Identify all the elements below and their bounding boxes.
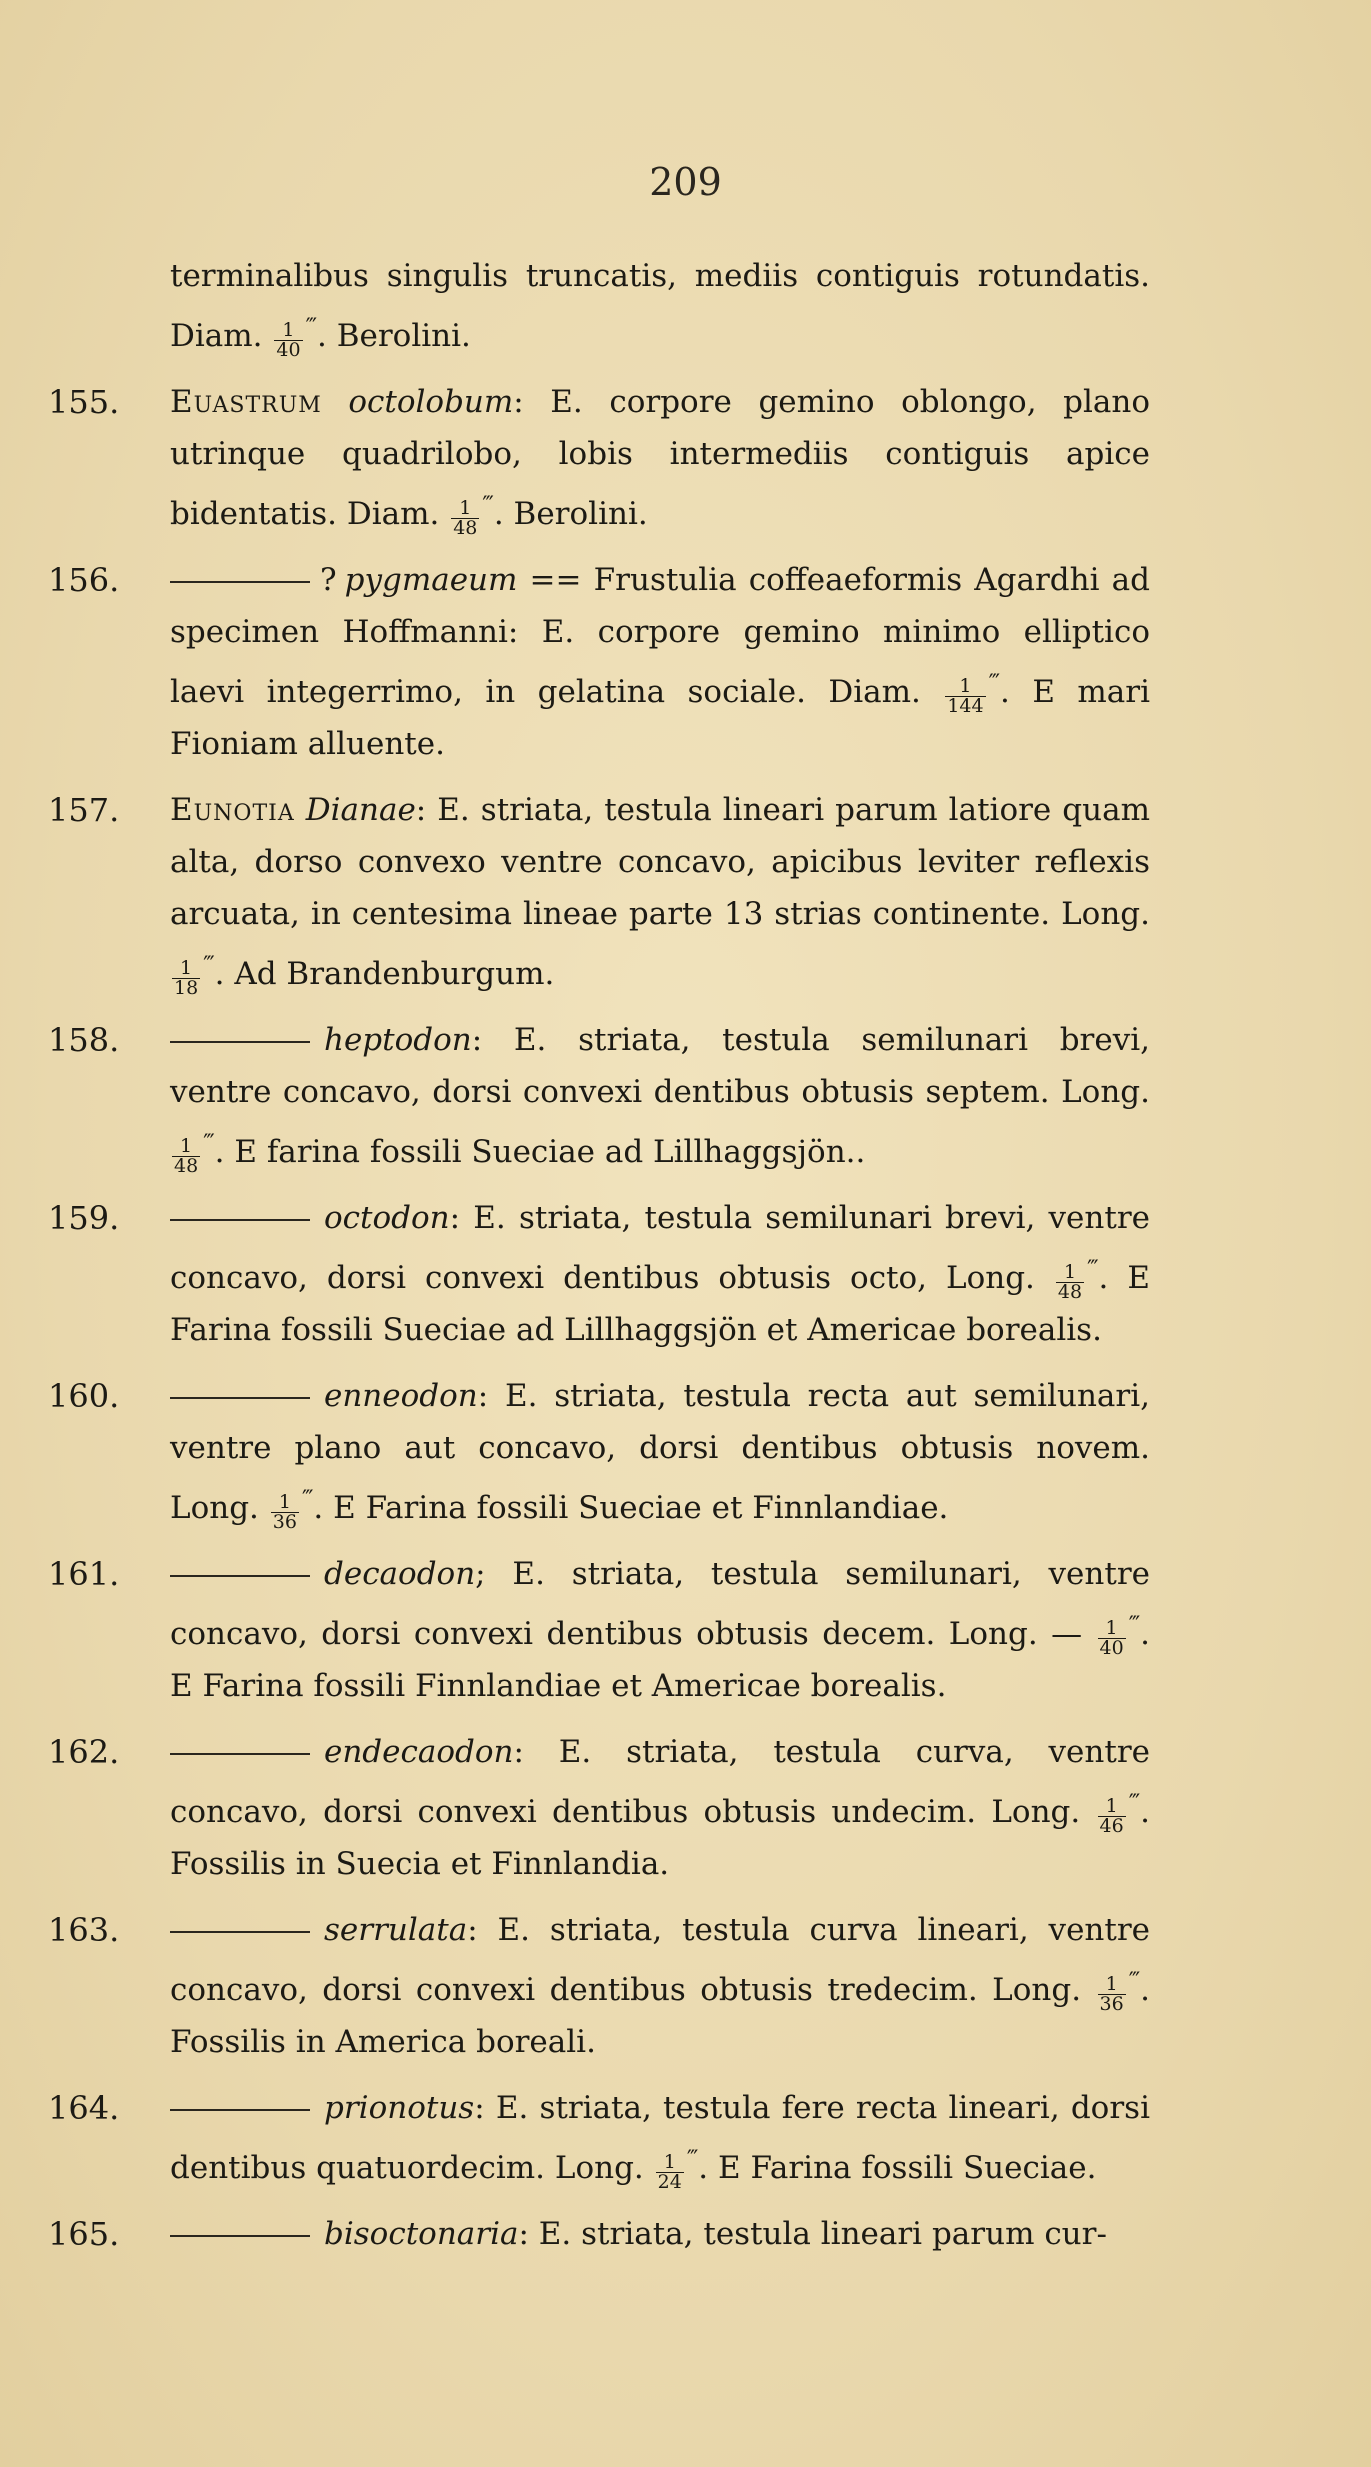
fraction-denominator: 40 bbox=[1099, 1637, 1124, 1659]
line-mark: ‴ bbox=[686, 2147, 699, 2172]
separator: : bbox=[513, 1734, 524, 1770]
catalog-entry bbox=[0, 2194, 1371, 2260]
fraction bbox=[1098, 1797, 1126, 1836]
entry-body bbox=[170, 1192, 1150, 1356]
locality-text: . Fossilis in America boreali. bbox=[170, 1972, 1151, 2060]
description-text: E. striata, testula semilunari brevi, ventre concavo, dorsi convexi dentibus obtusis septem. Long. bbox=[170, 1022, 1150, 1110]
locality-text: . Berolini. bbox=[493, 496, 648, 532]
fraction-numerator: 1 bbox=[1098, 1797, 1126, 1817]
entry-number: 159. bbox=[48, 1199, 120, 1237]
fraction-denominator: 144 bbox=[947, 695, 984, 717]
fraction-denominator: 36 bbox=[1099, 1993, 1124, 2015]
description-text: E. striata, testula recta aut semilunari, ventre plano aut concavo, dorsi dentibus obtusis novem. Long. bbox=[170, 1378, 1150, 1526]
entry-body bbox=[170, 1904, 1150, 2068]
entry-body bbox=[170, 784, 1150, 1000]
fraction-numerator: 1 bbox=[945, 677, 985, 697]
catalog-entry bbox=[0, 362, 1371, 540]
description-text: E. striata, testula fere recta lineari, dorsi dentibus quatuordecim. Long. bbox=[170, 2090, 1150, 2186]
entry-body bbox=[170, 1726, 1150, 1890]
separator: : bbox=[513, 384, 524, 420]
fraction-numerator: 1 bbox=[274, 321, 302, 341]
species-name: octodon bbox=[324, 1200, 450, 1236]
entry-number: 158. bbox=[48, 1021, 120, 1059]
fraction-denominator: 48 bbox=[174, 1155, 199, 1177]
locality-text: . E farina fossili Sueciae ad Lillhaggsjön.. bbox=[214, 1134, 866, 1170]
entry-number: 161. bbox=[48, 1555, 120, 1593]
catalog-entry bbox=[0, 1356, 1371, 1534]
description-text: Frustulia coffeaeformis Agardhi ad specimen Hoffmanni: E. corpore gemino minimo elliptico laevi integerrimo, in gelatina sociale. Diam. bbox=[170, 562, 1150, 710]
description-text: E. striata, testula semilunari brevi, ventre concavo, dorsi convexi dentibus obtusis octo, Long. bbox=[170, 1200, 1150, 1296]
fraction-numerator: 1 bbox=[451, 499, 479, 519]
locality-text: . Ad Brandenburgum. bbox=[214, 956, 555, 992]
ditto-dash bbox=[170, 1041, 310, 1043]
ditto-dash bbox=[170, 1219, 310, 1221]
continuation-paragraph bbox=[0, 250, 1371, 362]
species-name: enneodon bbox=[324, 1378, 478, 1414]
species-name: endecaodon bbox=[324, 1734, 514, 1770]
description-text: E. striata, testula curva lineari, ventre concavo, dorsi convexi dentibus obtusis tredecim. Long. bbox=[170, 1912, 1150, 2008]
fraction-numerator: 1 bbox=[1098, 1975, 1126, 1995]
catalog-entry bbox=[0, 1000, 1371, 1178]
species-name: heptodon bbox=[324, 1022, 472, 1058]
entry-body bbox=[170, 2082, 1150, 2194]
species-name: decaodon bbox=[324, 1556, 476, 1592]
fraction-denominator: 46 bbox=[1099, 1815, 1124, 1837]
species-name: octolobum bbox=[348, 384, 514, 420]
catalog-entry bbox=[0, 1534, 1371, 1712]
catalog-entry bbox=[0, 2068, 1371, 2194]
fraction bbox=[172, 959, 200, 998]
separator: : bbox=[467, 1912, 478, 1948]
locality-text: . E Farina fossili Sueciae et Finnlandiae. bbox=[313, 1490, 949, 1526]
entry-body bbox=[170, 376, 1150, 540]
line-mark: ‴ bbox=[482, 493, 494, 518]
fraction-numerator: 1 bbox=[1098, 1619, 1126, 1639]
fraction-denominator: 18 bbox=[174, 977, 199, 999]
fraction-numerator: 1 bbox=[271, 1493, 299, 1513]
fraction-denominator: 48 bbox=[1057, 1281, 1083, 1303]
description-text: E. striata, testula curva, ventre concavo, dorsi convexi dentibus obtusis undecim. Long. bbox=[170, 1734, 1150, 1830]
separator: : bbox=[471, 1022, 483, 1058]
catalog-entry bbox=[0, 540, 1371, 770]
separator: ; bbox=[475, 1556, 486, 1592]
page-body bbox=[0, 250, 1371, 2260]
fraction bbox=[451, 499, 479, 538]
fraction-denominator: 36 bbox=[272, 1511, 297, 1533]
separator: : bbox=[477, 1378, 489, 1414]
line-mark: ‴ bbox=[203, 953, 215, 978]
catalog-entry bbox=[0, 770, 1371, 1000]
line-mark: ‴ bbox=[203, 1131, 215, 1156]
fraction-numerator: 1 bbox=[172, 959, 200, 979]
entry-number: 165. bbox=[48, 2215, 120, 2253]
description-text: E. striata, testula semilunari, ventre concavo, dorsi convexi dentibus obtusis decem. Long. — bbox=[170, 1556, 1150, 1652]
line-mark: ‴ bbox=[1128, 1791, 1141, 1816]
line-mark: ‴ bbox=[988, 671, 1001, 696]
line-mark: ‴ bbox=[305, 315, 318, 340]
genus-name: Euastrum bbox=[170, 384, 322, 420]
species-name: bisoctonaria bbox=[324, 2216, 519, 2252]
entry-number: 160. bbox=[48, 1377, 120, 1415]
entry-number: 157. bbox=[48, 791, 120, 829]
entry-body bbox=[170, 1014, 1150, 1178]
continuation-text: terminalibus singulis truncatis, mediis contiguis rotundatis. Diam. bbox=[170, 258, 1150, 354]
fraction bbox=[945, 677, 985, 716]
locality-text: . E mari Fioniam alluente. bbox=[170, 674, 1150, 762]
entry-number: 163. bbox=[48, 1911, 120, 1949]
entry-body bbox=[170, 2208, 1150, 2260]
species-name: prionotus bbox=[324, 2090, 475, 2126]
ditto-dash bbox=[170, 581, 310, 583]
entry-number: 162. bbox=[48, 1733, 120, 1771]
separator: : bbox=[449, 1200, 461, 1236]
separator: : bbox=[474, 2090, 485, 2126]
ditto-dash bbox=[170, 1931, 310, 1933]
line-mark: ‴ bbox=[1128, 1969, 1141, 1994]
fraction-numerator: 1 bbox=[1056, 1263, 1084, 1283]
line-mark: ‴ bbox=[301, 1487, 314, 1512]
separator: : bbox=[518, 2216, 529, 2252]
fraction bbox=[1056, 1263, 1084, 1302]
entry-body bbox=[170, 1370, 1150, 1534]
entry-body bbox=[170, 554, 1150, 770]
species-name: Dianae bbox=[305, 792, 416, 828]
separator: == bbox=[517, 562, 582, 598]
locality-text: . E Farina fossili Sueciae. bbox=[698, 2150, 1097, 2186]
fraction bbox=[271, 1493, 299, 1532]
line-mark: ‴ bbox=[1087, 1257, 1099, 1282]
entry-list bbox=[0, 362, 1371, 2260]
entry-number: 156. bbox=[48, 561, 120, 599]
fraction bbox=[172, 1137, 200, 1176]
fraction-denominator: 40 bbox=[276, 339, 301, 361]
page-number: 209 bbox=[649, 160, 722, 204]
locality-text: . Fossilis in Suecia et Finnlandia. bbox=[170, 1794, 1151, 1882]
entry-number: 164. bbox=[48, 2089, 120, 2127]
description-text: E. striata, testula lineari parum latiore quam alta, dorso convexo ventre concavo, apicibus leviter reflexis arcuata, in centesima lineae parte 13 strias continente. Long. bbox=[170, 792, 1150, 932]
description-text: E. striata, testula lineari parum cur- bbox=[528, 2216, 1107, 2252]
locality-text: . E Farina fossili Sueciae ad Lillhaggsjön et Americae borealis. bbox=[170, 1260, 1151, 1348]
ditto-dash bbox=[170, 2109, 310, 2111]
ditto-dash bbox=[170, 1753, 310, 1755]
continuation-tail: . Berolini. bbox=[317, 318, 471, 354]
fraction-numerator: 1 bbox=[172, 1137, 200, 1157]
species-name: pygmaeum bbox=[344, 562, 518, 598]
line-mark: ‴ bbox=[1128, 1613, 1141, 1638]
entry-body bbox=[170, 250, 1150, 362]
fraction bbox=[1098, 1975, 1126, 2014]
ditto-dash bbox=[170, 1397, 310, 1399]
genus-name: Eunotia bbox=[170, 792, 295, 828]
species-name: serrulata bbox=[324, 1912, 468, 1948]
separator: : bbox=[415, 792, 427, 828]
description-text: E. corpore gemino oblongo, plano utrinque quadrilobo, lobis intermediis contiguis apice bidentatis. Diam. bbox=[170, 384, 1150, 532]
fraction-denominator: 48 bbox=[453, 517, 478, 539]
fraction bbox=[656, 2153, 684, 2192]
fraction-numerator: 1 bbox=[656, 2153, 684, 2173]
question-mark: ? bbox=[320, 562, 337, 598]
fraction-denominator: 24 bbox=[657, 2171, 682, 2193]
entry-number: 155. bbox=[48, 383, 120, 421]
fraction bbox=[274, 321, 302, 360]
ditto-dash bbox=[170, 1575, 310, 1577]
entry-body bbox=[170, 1548, 1150, 1712]
locality-text: . E Farina fossili Finnlandiae et Americae borealis. bbox=[170, 1616, 1150, 1704]
catalog-entry bbox=[0, 1712, 1371, 1890]
fraction bbox=[1098, 1619, 1126, 1658]
ditto-dash bbox=[170, 2235, 310, 2237]
catalog-entry bbox=[0, 1178, 1371, 1356]
catalog-entry bbox=[0, 1890, 1371, 2068]
